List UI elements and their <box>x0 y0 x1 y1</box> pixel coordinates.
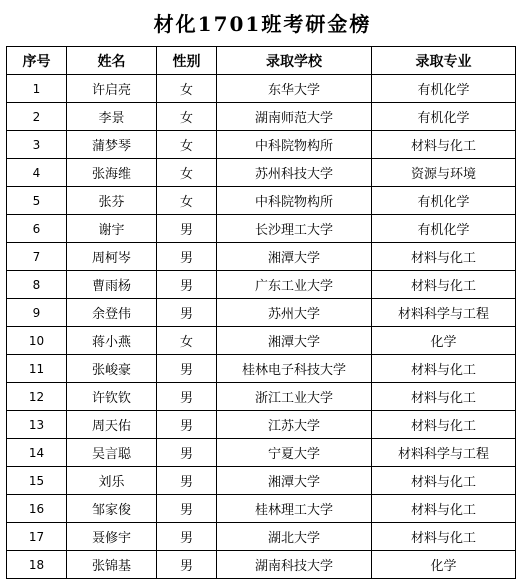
cell-major[interactable]: 材料与化工 <box>372 271 516 299</box>
cell-number[interactable]: 13 <box>7 411 67 439</box>
cell-major[interactable]: 材料科学与工程 <box>372 299 516 327</box>
table-row <box>7 439 516 467</box>
cell-number[interactable]: 3 <box>7 131 67 159</box>
cell-gender[interactable]: 女 <box>157 131 217 159</box>
cell-number[interactable]: 17 <box>7 523 67 551</box>
cell-school[interactable]: 广东工业大学 <box>217 271 372 299</box>
cell-number[interactable]: 12 <box>7 383 67 411</box>
cell-gender[interactable]: 女 <box>157 187 217 215</box>
cell-major[interactable]: 材料与化工 <box>372 243 516 271</box>
table-row <box>7 355 516 383</box>
cell-name[interactable]: 邹家俊 <box>67 495 157 523</box>
cell-major[interactable]: 有机化学 <box>372 215 516 243</box>
cell-school[interactable]: 东华大学 <box>217 75 372 103</box>
cell-school[interactable]: 湖北大学 <box>217 523 372 551</box>
cell-gender[interactable]: 男 <box>157 299 217 327</box>
table-row <box>7 131 516 159</box>
cell-school[interactable]: 宁夏大学 <box>217 439 372 467</box>
cell-school[interactable]: 湖南师范大学 <box>217 103 372 131</box>
column-header-number[interactable]: 序号 <box>7 47 67 75</box>
cell-name[interactable]: 蒋小燕 <box>67 327 157 355</box>
cell-name[interactable]: 聂修宇 <box>67 523 157 551</box>
cell-school[interactable]: 长沙理工大学 <box>217 215 372 243</box>
table-row <box>7 75 516 103</box>
cell-number[interactable]: 10 <box>7 327 67 355</box>
cell-number[interactable]: 7 <box>7 243 67 271</box>
cell-name[interactable]: 张海维 <box>67 159 157 187</box>
cell-major[interactable]: 材料与化工 <box>372 131 516 159</box>
cell-name[interactable]: 许钦钦 <box>67 383 157 411</box>
cell-name[interactable]: 余登伟 <box>67 299 157 327</box>
page-title: 材化1701班考研金榜 <box>153 12 372 36</box>
cell-gender[interactable]: 男 <box>157 271 217 299</box>
table-row <box>7 327 516 355</box>
table-row <box>7 159 516 187</box>
cell-name[interactable]: 周天佑 <box>67 411 157 439</box>
table-row <box>7 551 516 579</box>
cell-school[interactable]: 湖南科技大学 <box>217 551 372 579</box>
cell-gender[interactable]: 男 <box>157 523 217 551</box>
cell-number[interactable]: 11 <box>7 355 67 383</box>
column-header-school[interactable]: 录取学校 <box>217 47 372 75</box>
cell-gender[interactable]: 女 <box>157 103 217 131</box>
table-row <box>7 299 516 327</box>
cell-major[interactable]: 有机化学 <box>372 103 516 131</box>
cell-name[interactable]: 张芬 <box>67 187 157 215</box>
cell-number[interactable]: 8 <box>7 271 67 299</box>
cell-gender[interactable]: 女 <box>157 327 217 355</box>
table-row <box>7 271 516 299</box>
cell-school[interactable]: 苏州大学 <box>217 299 372 327</box>
cell-number[interactable]: 6 <box>7 215 67 243</box>
cell-major[interactable]: 化学 <box>372 327 516 355</box>
cell-school[interactable]: 苏州科技大学 <box>217 159 372 187</box>
cell-school[interactable]: 浙江工业大学 <box>217 383 372 411</box>
cell-gender[interactable]: 男 <box>157 215 217 243</box>
cell-major[interactable]: 材料与化工 <box>372 495 516 523</box>
table-row <box>7 243 516 271</box>
cell-school[interactable]: 湘潭大学 <box>217 327 372 355</box>
cell-number[interactable]: 5 <box>7 187 67 215</box>
table-row <box>7 523 516 551</box>
admission-table <box>6 46 516 579</box>
cell-number[interactable]: 1 <box>7 75 67 103</box>
cell-gender[interactable]: 男 <box>157 383 217 411</box>
cell-major[interactable]: 材料与化工 <box>372 355 516 383</box>
cell-number[interactable]: 18 <box>7 551 67 579</box>
cell-major[interactable]: 材料与化工 <box>372 523 516 551</box>
column-header-gender[interactable]: 性别 <box>157 47 217 75</box>
column-header-name[interactable]: 姓名 <box>67 47 157 75</box>
cell-gender[interactable]: 女 <box>157 75 217 103</box>
cell-gender[interactable]: 男 <box>157 439 217 467</box>
cell-name[interactable]: 许启亮 <box>67 75 157 103</box>
cell-number[interactable]: 9 <box>7 299 67 327</box>
cell-name[interactable]: 谢宇 <box>67 215 157 243</box>
table-row <box>7 215 516 243</box>
cell-number[interactable]: 14 <box>7 439 67 467</box>
cell-name[interactable]: 刘乐 <box>67 467 157 495</box>
cell-school[interactable]: 湘潭大学 <box>217 243 372 271</box>
cell-school[interactable]: 桂林理工大学 <box>217 495 372 523</box>
table-body <box>7 75 516 579</box>
cell-number[interactable]: 2 <box>7 103 67 131</box>
cell-gender[interactable]: 男 <box>157 551 217 579</box>
cell-gender[interactable]: 女 <box>157 159 217 187</box>
table-row <box>7 103 516 131</box>
cell-name[interactable]: 蒲梦琴 <box>67 131 157 159</box>
table-row <box>7 495 516 523</box>
table-row <box>7 411 516 439</box>
cell-school[interactable]: 江苏大学 <box>217 411 372 439</box>
header-row <box>7 47 516 75</box>
cell-name[interactable]: 张峻豪 <box>67 355 157 383</box>
cell-gender[interactable]: 男 <box>157 243 217 271</box>
cell-number[interactable]: 4 <box>7 159 67 187</box>
cell-number[interactable]: 15 <box>7 467 67 495</box>
column-header-major[interactable]: 录取专业 <box>372 47 516 75</box>
table-row <box>7 383 516 411</box>
cell-name[interactable]: 李景 <box>67 103 157 131</box>
cell-school[interactable]: 湘潭大学 <box>217 467 372 495</box>
cell-gender[interactable]: 男 <box>157 411 217 439</box>
table-row <box>7 187 516 215</box>
cell-major[interactable]: 资源与环境 <box>372 159 516 187</box>
cell-number[interactable]: 16 <box>7 495 67 523</box>
cell-major[interactable]: 材料与化工 <box>372 383 516 411</box>
cell-major[interactable]: 材料与化工 <box>372 467 516 495</box>
cell-major[interactable]: 材料与化工 <box>372 411 516 439</box>
cell-major[interactable]: 有机化学 <box>372 75 516 103</box>
cell-major[interactable]: 化学 <box>372 551 516 579</box>
cell-school[interactable]: 中科院物构所 <box>217 131 372 159</box>
cell-school[interactable]: 中科院物构所 <box>217 187 372 215</box>
cell-major[interactable]: 有机化学 <box>372 187 516 215</box>
cell-name[interactable]: 周柯岑 <box>67 243 157 271</box>
cell-name[interactable]: 曹雨杨 <box>67 271 157 299</box>
cell-name[interactable]: 张锦基 <box>67 551 157 579</box>
cell-major[interactable]: 材料科学与工程 <box>372 439 516 467</box>
cell-gender[interactable]: 男 <box>157 355 217 383</box>
cell-gender[interactable]: 男 <box>157 495 217 523</box>
cell-school[interactable]: 桂林电子科技大学 <box>217 355 372 383</box>
cell-gender[interactable]: 男 <box>157 467 217 495</box>
cell-name[interactable]: 吴言聪 <box>67 439 157 467</box>
table-row <box>7 467 516 495</box>
